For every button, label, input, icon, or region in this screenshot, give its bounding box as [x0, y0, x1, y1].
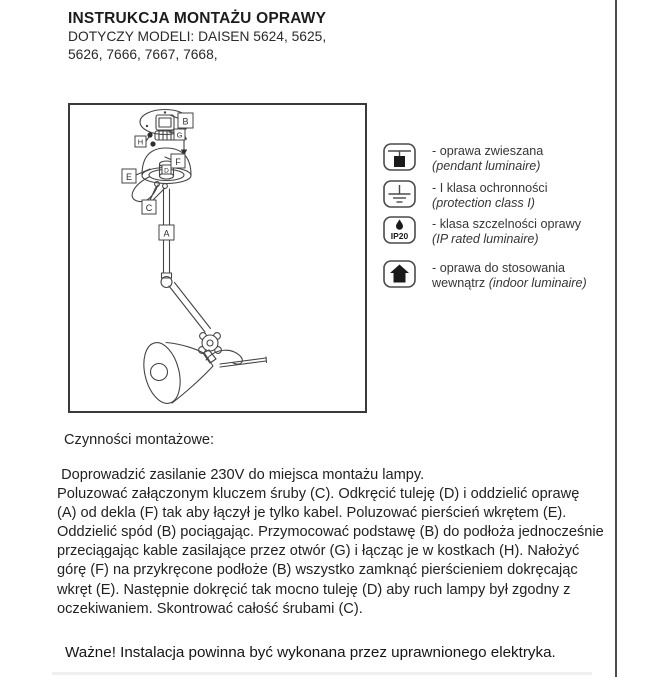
header: [68, 10, 326, 64]
legend-item-pendant: [383, 143, 543, 173]
instruction-line: Oddzielić spód (B) pociągając. Przymocować podstawę (B) do podłoża jednocześnie: [57, 524, 604, 541]
legend-label-pl: - oprawa zwieszana: [432, 144, 544, 158]
bulb: [151, 364, 168, 381]
instruction-line: (A) od dekla (F) tak aby łączył je tylko kabel. Poluzować pierścień wkrętem (E).: [57, 505, 567, 522]
diagram-label-f: F: [175, 157, 181, 167]
legend-label-en: (indoor luminaire): [488, 275, 587, 290]
instruction-line: wkręt (E). Następnie dokręcić tak mocno tuleję (D) aby ruch lampy był zgodny z: [57, 581, 571, 598]
page-title: INSTRUKCJA MONTAŻU OPRAWY: [68, 10, 327, 27]
ip-rating-icon: [383, 216, 416, 244]
protection-class-icon: [383, 180, 416, 208]
legend-label-en: (protection class I): [432, 195, 535, 210]
models-line-2: 5626, 7666, 7667, 7668,: [68, 47, 218, 62]
legend-label-pl: - I klasa ochronności: [432, 181, 548, 195]
diagram-label-b: B: [182, 116, 189, 127]
adjust-knob: [202, 335, 218, 351]
page-edge-rule: [615, 0, 617, 677]
instruction-line: oczekiwaniem. Skontrować całość śrubami (C).: [57, 600, 363, 617]
instruction-line: przeciągając kable zasilające przez otwór (G) i łącząc je w kostkach (H). Nałożyć: [57, 543, 580, 560]
diagram-label-a: A: [163, 228, 170, 239]
bottom-section-rule: [52, 672, 592, 675]
pendant-luminaire-icon: [383, 143, 416, 171]
diagram-label-h: H: [137, 137, 144, 147]
legend-label-pl: - oprawa do stosowania: [432, 261, 566, 275]
ip-rating-text: IP20: [390, 231, 409, 241]
legend-label-pl: - klasa szczelności oprawy: [432, 217, 582, 231]
instruction-line: Poluzować załączonym kluczem śruby (C). Odkręcić tuleję (D) i oddzielić oprawę: [57, 486, 580, 503]
diagram-label-e: E: [125, 172, 133, 182]
indoor-luminaire-icon: [383, 260, 416, 288]
diagram-label-g: G: [176, 130, 183, 140]
models-line-1: DOTYCZY MODELI: DAISEN 5624, 5625,: [68, 29, 327, 44]
lamp-diagram: [68, 103, 367, 413]
handle-rod: [220, 357, 267, 367]
warning-text: Ważne! Instalacja powinna być wykonana przez uprawnionego elektryka.: [65, 644, 556, 661]
instruction-line: górę (F) na przykręcone podłoże (B) wszystko zamknąć pierścieniem dokręcając: [57, 562, 578, 579]
lamp-drawing: [70, 105, 365, 411]
diagram-label-d: D: [164, 167, 169, 175]
diagram-label-c: C: [145, 203, 153, 213]
legend-label-en: (pendant luminaire): [432, 158, 541, 173]
lower-arm: [169, 283, 211, 333]
legend-item-indoor: [383, 260, 587, 290]
legend-item-protection-class: [383, 180, 548, 210]
instructions-paragraph: [57, 466, 613, 619]
legend-item-ip-rating: [383, 216, 581, 246]
instructions-heading: Czynności montażowe:: [64, 432, 215, 448]
legend-label-en: (IP rated luminaire): [432, 231, 539, 246]
legend-label-line2: wewnątrz (indoor luminaire): [432, 275, 587, 290]
instruction-line: Doprowadzić zasilanie 230V do miejsca montażu lampy.: [57, 467, 425, 483]
